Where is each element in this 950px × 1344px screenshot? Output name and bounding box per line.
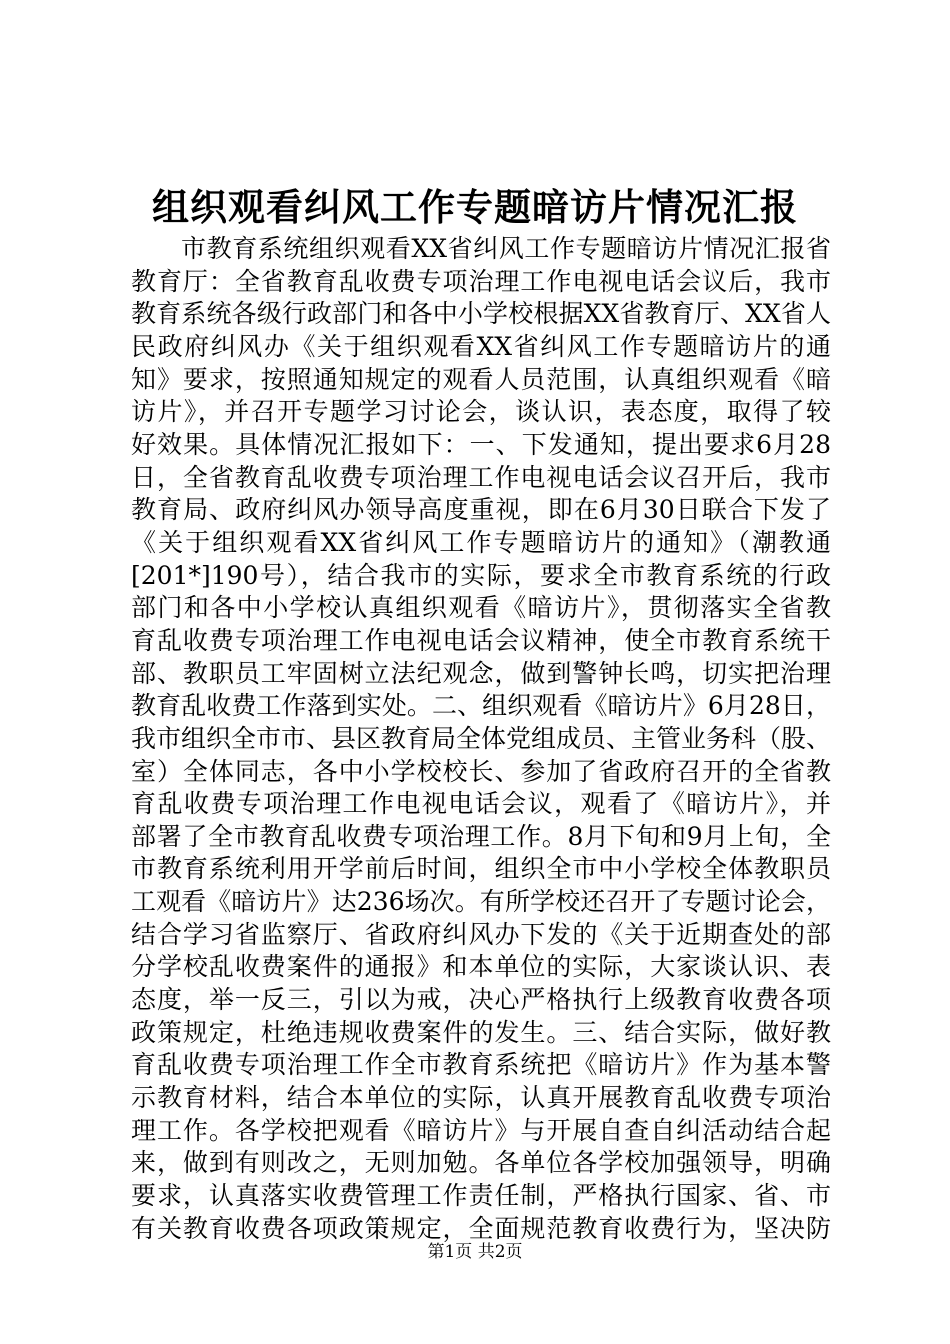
body-line: 民政府纠风办《关于组织观看XX省纠风工作专题暗访片的通: [131, 331, 831, 361]
body-line: 知》要求，按照通知规定的观看人员范围，认真组织观看《暗: [131, 364, 831, 394]
body-line: 我市组织全市市、县区教育局全体党组成员、主管业务科（股、: [131, 723, 831, 753]
body-line: 政策规定，杜绝违规收费案件的发生。三、结合实际，做好教: [131, 1017, 831, 1047]
body-line: 有关教育收费各项政策规定，全面规范教育收费行为，坚决防: [131, 1213, 831, 1243]
body-line: 日，全省教育乱收费专项治理工作电视电话会议召开后，我市: [131, 462, 831, 492]
body-line: 教育系统各级行政部门和各中小学校根据XX省教育厅、XX省人: [131, 299, 831, 329]
body-line: 育乱收费专项治理工作电视电话会议，观看了《暗访片》，并: [131, 789, 831, 819]
body-line: 市教育系统利用开学前后时间，组织全市中小学校全体教职员: [131, 854, 831, 884]
body-line: [201*]190号），结合我市的实际，要求全市教育系统的行政: [131, 560, 831, 590]
document-body: [131, 233, 831, 1245]
body-line: 访片》，并召开专题学习讨论会，谈认识，表态度，取得了较: [131, 397, 831, 427]
body-line: 室）全体同志，各中小学校校长、参加了省政府召开的全省教: [131, 756, 831, 786]
body-line: 来，做到有则改之，无则加勉。各单位各学校加强领导，明确: [131, 1148, 831, 1178]
page-footer: 第1页 共2页: [427, 1242, 523, 1262]
body-line: 好效果。具体情况汇报如下：一、下发通知，提出要求6月28: [131, 429, 831, 459]
body-line: 分学校乱收费案件的通报》和本单位的实际，大家谈认识、表: [131, 952, 831, 982]
body-line: 态度，举一反三，引以为戒，决心严格执行上级教育收费各项: [131, 985, 831, 1015]
body-line: 部、教职员工牢固树立法纪观念，做到警钟长鸣，切实把治理: [131, 658, 831, 688]
body-line: 教育乱收费工作落到实处。二、组织观看《暗访片》6月28日，: [131, 691, 831, 721]
body-line: 育乱收费专项治理工作电视电话会议精神，使全市教育系统干: [131, 625, 831, 655]
body-line: 要求，认真落实收费管理工作责任制，严格执行国家、省、市: [131, 1181, 831, 1211]
body-line: 《关于组织观看XX省纠风工作专题暗访片的通知》（潮教通: [131, 527, 831, 557]
body-line: 结合学习省监察厅、省政府纠风办下发的《关于近期查处的部: [131, 919, 831, 949]
document-title: 组织观看纠风工作专题暗访片情况汇报: [152, 186, 798, 229]
body-line: 工观看《暗访片》达236场次。有所学校还召开了专题讨论会，: [131, 887, 831, 917]
body-line: 教育厅：全省教育乱收费专项治理工作电视电话会议后，我市: [131, 266, 831, 296]
body-line: 理工作。各学校把观看《暗访片》与开展自查自纠活动结合起: [131, 1115, 831, 1145]
body-line: 育乱收费专项治理工作全市教育系统把《暗访片》作为基本警: [131, 1050, 831, 1080]
body-line: 部署了全市教育乱收费专项治理工作。8月下旬和9月上旬，全: [131, 821, 831, 851]
body-line: 示教育材料，结合本单位的实际，认真开展教育乱收费专项治: [131, 1083, 831, 1113]
body-line: 市教育系统组织观看XX省纠风工作专题暗访片情况汇报省: [181, 234, 831, 263]
body-line: 教育局、政府纠风办领导高度重视，即在6月30日联合下发了: [131, 495, 831, 525]
body-line: 部门和各中小学校认真组织观看《暗访片》，贯彻落实全省教: [131, 593, 831, 623]
